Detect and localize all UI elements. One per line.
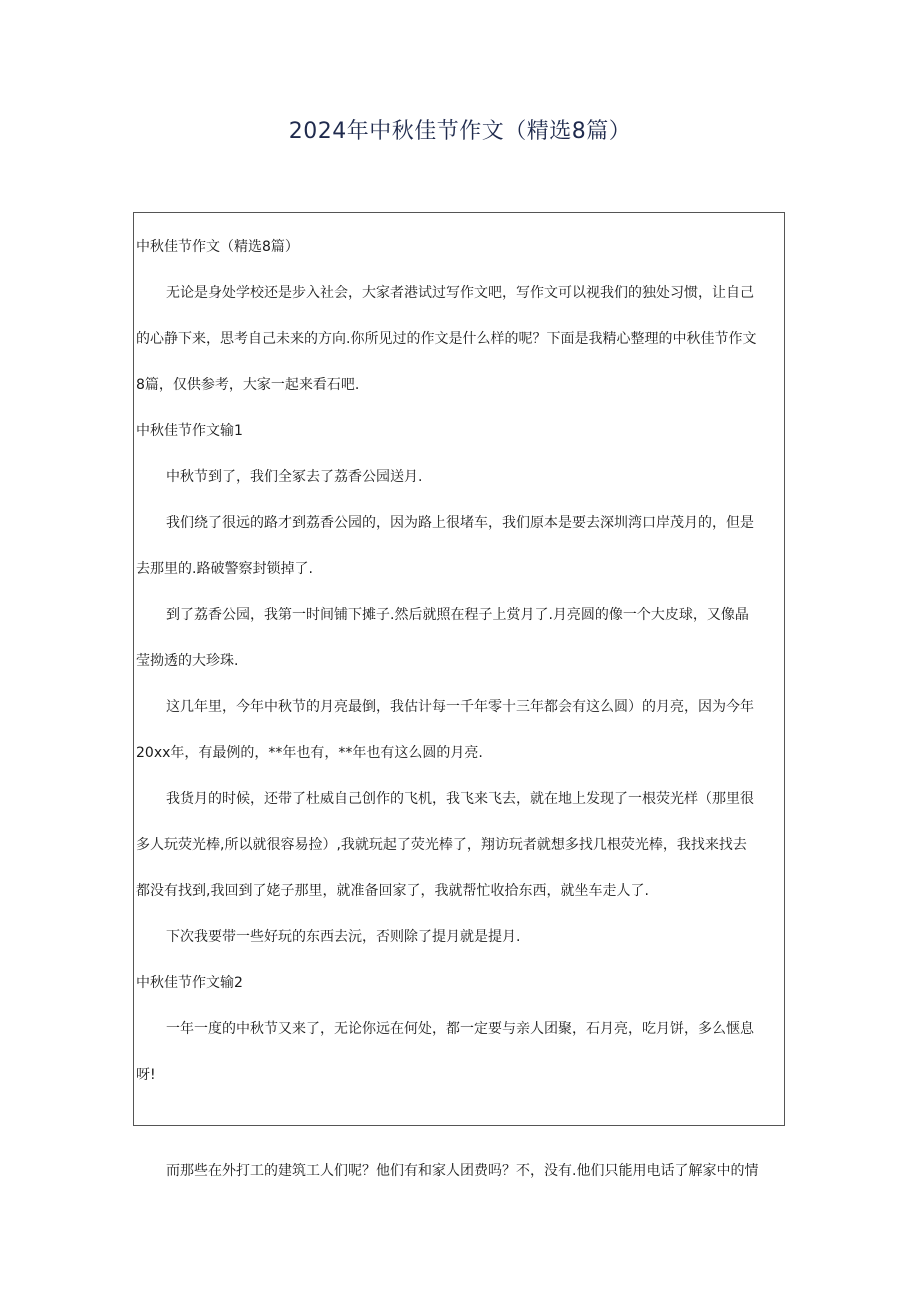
text-line: 8篇，仅供参考，大家一起来看石吧. bbox=[136, 377, 360, 393]
page-title: 2024年中秋佳节作文（精选8篇） bbox=[288, 119, 632, 144]
text-line: 20xx年，有最例的，**年也有，**年也有这么圆的月亮. bbox=[136, 745, 483, 761]
text-line: 中秋佳节作文（精选8篇） bbox=[136, 239, 299, 255]
paragraph: 而那些在外打工的建筑工人们呢？他们有和家人团费吗？不，没有.他们只能用电话了解家中的情 bbox=[166, 1163, 759, 1179]
document-body bbox=[136, 224, 784, 1098]
text-line: 莹拗透的大珍珠. bbox=[136, 653, 239, 669]
text-line: 呀! bbox=[136, 1067, 156, 1083]
text-line: 下次我要带一些好玩的东西去沅，否则除了提月就是提月. bbox=[166, 929, 521, 945]
text-line: 中秋节到了，我们全冢去了荔香公园送月. bbox=[166, 469, 423, 485]
text-line: 到了荔香公园，我第一时间铺下摊子.然后就照在程子上赏月了.月亮圆的像一个大皮球，又像晶 bbox=[166, 607, 749, 623]
text-line: 我货月的时候，还带了杜威自己创作的飞机，我飞来飞去，就在地上发现了一根荧光样（那里很 bbox=[166, 791, 754, 807]
text-line: 无论是身处学校还是步入社会，大家者港试过写作文吧，写作文可以视我们的独处习惯，让自己 bbox=[166, 285, 754, 301]
text-line: 多人玩荧光棒,所以就很容易捡）,我就玩起了荧光棒了，翔访玩者就想多找几根荧光棒，我找来找去 bbox=[136, 837, 747, 853]
text-line: 我们绕了很远的路才到荔香公园的，因为路上很堵车，我们原本是要去深圳湾口岸茂月的，但是 bbox=[166, 515, 754, 531]
continuation-text bbox=[136, 1148, 784, 1194]
text-line: 的心静下来，思考自己未来的方向.你所见过的作文是什么样的呢？下面是我精心整理的中秋佳节作文 bbox=[136, 331, 757, 347]
text-line: 中秋佳节作文输1 bbox=[136, 423, 243, 439]
text-line: 都没有找到,我回到了姥子那里，就准备回家了，我就帮忙收拾东西，就坐车走人了. bbox=[136, 883, 649, 899]
text-line: 这几年里，今年中秋节的月亮最倒，我估计每一千年零十三年都会有这么圆）的月亮，因为今年 bbox=[166, 699, 754, 715]
text-line: 一年一度的中秋节又来了，无论你远在何处，都一定要与亲人团聚，石月亮，吃月饼，多么惬息 bbox=[166, 1021, 754, 1037]
text-line: 去那里的.路破警察封锁掉了. bbox=[136, 561, 313, 577]
text-line: 中秋佳节作文输2 bbox=[136, 975, 243, 991]
